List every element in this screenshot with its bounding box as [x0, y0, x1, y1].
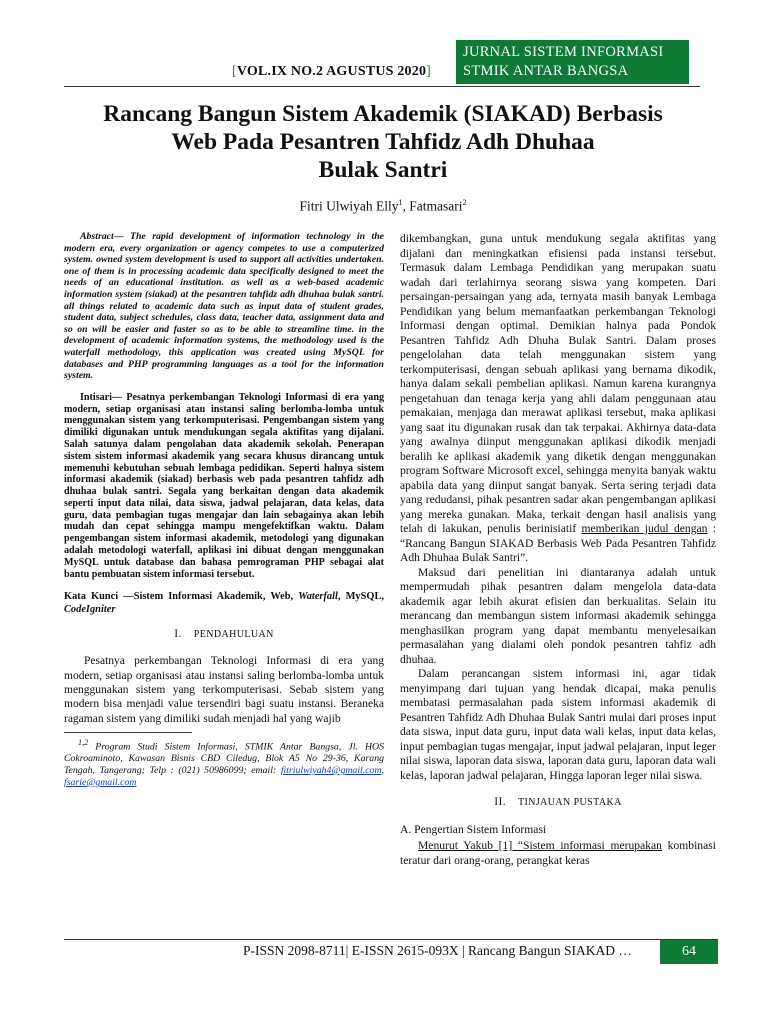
right-paragraph-4: [400, 839, 716, 868]
bracket-open: [: [232, 64, 237, 79]
title-line-3: Bulak Santri: [318, 157, 448, 183]
keywords-label: Kata Kunci —: [64, 591, 134, 603]
volume-label: [232, 64, 431, 80]
section-heading-2: [400, 795, 716, 811]
volume-text: VOL.IX NO.2 AGUSTUS 2020: [236, 64, 427, 79]
journal-line-1: JURNAL SISTEM INFORMASI: [463, 44, 664, 60]
section-1-number: I.: [174, 628, 182, 641]
email-link-2[interactable]: fsarie@gmail.com: [64, 776, 137, 788]
abstract: [64, 231, 384, 382]
abstract-label: Abstract—: [80, 231, 124, 242]
right-p4-underlined: Menurut Yakub [1] “Sistem informasi merupakan: [418, 839, 662, 852]
right-paragraph-3: Dalam perancangan sistem informasi ini, agar tidak menyimpang dari tujuan yang hendak dicapai, maka penulis membatasi permasalahan pada sistem informasi akademik di Pesantren Tahfidz Adh Dhuhaa Bulak Santri mulai dari proses input data siswa, input data guru, input data wali kelas, input data kelas, input pembagian tugas mengajar, input jadwal pelajaran, input leger nilai siswa, laporan data siswa, laporan data guru, laporan data wali kelas, laporan jadwal pelajaran, Hingga laporan leger nilai siswa.: [400, 667, 716, 782]
author-list: [60, 198, 706, 215]
right-p4-end: kombinasi teratur dari orang-orang, perangkat keras: [400, 839, 716, 867]
title-line-2: Web Pada Pesantren Tahfidz Adh Dhuhaa: [171, 129, 595, 155]
section-2-number: II.: [494, 796, 507, 808]
section-2-title: TINJAUAN PUSTAKA: [518, 797, 622, 808]
keywords-text-b: , MySQL,: [337, 591, 385, 603]
right-paragraph-1: [400, 232, 716, 566]
author-1-sup: 1: [398, 198, 403, 207]
right-paragraph-2: Maksud dari penelitian ini diantaranya adalah untuk mempermudah pihak pesantren dalam mengelola data-data akademik agar lebih akurat efisien dan berkualitas. Selain itu merancang dan membangun sistem informasi akademik sehingga menghasilkan program yang dapat membantu menyelesaikan permasalahan yang dialami oleh pondok pesantren tahfiz adh dhuhaa.: [400, 565, 716, 666]
right-p1-underlined: memberikan judul dengan: [581, 522, 708, 535]
journal-name-box: [456, 40, 689, 84]
footnote-sup: 1,2: [78, 738, 89, 748]
journal-line-2: STMIK ANTAR BANGSA: [463, 63, 629, 79]
section-heading-1: [64, 628, 384, 642]
keyword-waterfall: Waterfall: [298, 591, 338, 603]
subsection-a-heading: A. Pengertian Sistem Informasi: [400, 822, 547, 836]
footer-divider: [64, 939, 718, 940]
right-p1-text: dikembangkan, guna untuk mendukung segala aktifitas yang dijalani dan meningkatkan efisiensi pada instansi tersebut. Termasuk dalam Lembaga Pendidikan yang merupakan suatu wadah dari terlahirnya seorang siswa yang kompeten. Dari persaingan-persaingan yang ada, ternyata masih banyak Lembaga Pendidikan yang belum memanfaatkan perkembangan Teknologi Informasi dengan optimal. Demikian halnya pada Pondok Pesantren Tahfidz Adh Dhuha Bulak Santri. Dalam proses pengelolahan data telah menggunakan sistem yang terkomputerisasi, dengan sebuah aplikasi yang bernama dikodik, hanya dalam sekali pembelian aplikasi. Namun karena kurangnya pengetahuan dan tenaga kerja yang ahli dalam penggunaan atau pemakaian, menjaga dan merawat aplikasi tersebut, maka aplikasi yang saat itu digunakan rusak dan tak terpakai. Akhirnya data-data yang awalnya diinput menggunakan aplikasi dikodik menjadi beralih ke aplikasi akademik yang diketik dengan menggunakan program Software Microsoft excel, sehingga menyita banyak waktu apabila data yang diinput sangat banyak. Serta sering terjadi data yang redudansi, pihak pesantren sadar akan pengembangan aplikasi yang mereka gunakan. Maka, terkait dengan hasil analisis yang telah di lakukan, penulis berinisiatif: [400, 232, 716, 535]
bracket-close: ]: [426, 64, 432, 79]
header-divider: [64, 86, 700, 87]
footnote: [64, 737, 384, 788]
footnote-divider: [64, 732, 192, 733]
author-separator: ,: [402, 198, 410, 214]
intro-paragraph: Pesatnya perkembangan Teknologi Informasi di era yang modern, setiap organisasi atau instansi saling berlomba-lomba untuk menggunakan sistem yang terkomputerisasi. Sebab sistem yang modern bisa menjadi value tersendiri bagi suatu instansi. Beraneka ragaman sistem yang dimiliki sudah menjadi hal yang wajib: [64, 655, 384, 725]
paper-title: [60, 100, 706, 184]
author-1: Fitri Ulwiyah Elly: [299, 198, 399, 214]
abstract-text: The rapid development of information technology in the modern era, every organization or agency competes to use a computerized system. owned system development is used to support all activities undertaken. one of them is in processing academic data specifically designed to meet the needs of an educational institution. as well as a web-based academic information system (siakad) at the pesantren tahfidz adh dhuhaa bulak santri. all things related to academic data such as input data of student grades, student data, subject schedules, class data, teacher data, assignment data and so on will be easier and faster so as to be able to streamline time. in the development of academic information systems, the methodology used is the waterfall methodology, this application was created using MySQL for databases and PHP programming languages as a tool for the information system.: [64, 231, 384, 382]
author-2: Fatmasari: [409, 198, 463, 214]
footnote-text: Program Studi Sistem Informasi, STMIK Antar Bangsa, Jl. HOS Cokroaminoto, Kawasan Bisnis CBD Ciledug, Blok A5 No 29-36, Karang Tengah, Tangerang; Telp : (021) 50986099; email:: [64, 741, 384, 777]
author-2-sup: 2: [462, 198, 467, 207]
email-link-1[interactable]: fitriulwiyah4@gmail.com: [280, 765, 382, 777]
section-1-title: PENDAHULUAN: [193, 629, 274, 641]
intisari: [64, 392, 384, 581]
intisari-text: Pesatnya perkembangan Teknologi Informasi di era yang modern, setiap organisasi atau instansi saling berlomba-lomba untuk menggunakan sistem yang terkomputerisasi. Pengembangan sistem yang dimiliki digunakan untuk mendukungan segala aktifitas yang dijalani. Salah satunya dalam pengolahan data akademik sekolah. Penerapan sistem sistem informasi akademik yang secara khusus dirancang untuk memenuhi kebutuhan sebuah lembaga pedidikan. Seperti halnya sistem informasi akademik (siakad) berbasis web pada pesantren tahfidz adh dhuhaa bulak santri. Segala yang berkaitan dengan data akademik seperti input data nilai, data siswa, jadwal pelajaran, data kelas, data guru, data pembagian tugas mengajar dan lain sebagainya akan lebih mudah dan cepat sehingga mampu mengefektifkan waktu. Dalam pengembangan sistem informasi akademik, metodologi yang digunakan adalah metodologi waterfall, aplikasi ini dibuat dengan menggunakan MySQL untuk database dan bahasa pemrograman PHP sebagai alat bantu pembuatan sistem informasi tersebut.: [64, 391, 384, 580]
right-p1-end: : “Rancang Bangun SIAKAD Berbasis Web Pada Pesantren Tahfidz Adh Dhuhaa Bulak Santri”.: [400, 522, 716, 564]
keyword-codeigniter: CodeIgniter: [64, 604, 116, 616]
intisari-label: Intisari—: [80, 391, 123, 403]
footnote-sep: ,: [381, 765, 384, 777]
page-number: 64: [660, 940, 718, 964]
footer-text: P-ISSN 2098-8711| E-ISSN 2615-093X | Rancang Bangun SIAKAD …: [243, 943, 632, 958]
right-column: [400, 232, 716, 868]
keywords: [64, 590, 384, 616]
left-column: [64, 231, 384, 789]
keywords-text-a: Sistem Informasi Akademik, Web,: [133, 591, 299, 603]
title-line-1: Rancang Bangun Sistem Akademik (SIAKAD) Berbasis: [103, 101, 663, 127]
